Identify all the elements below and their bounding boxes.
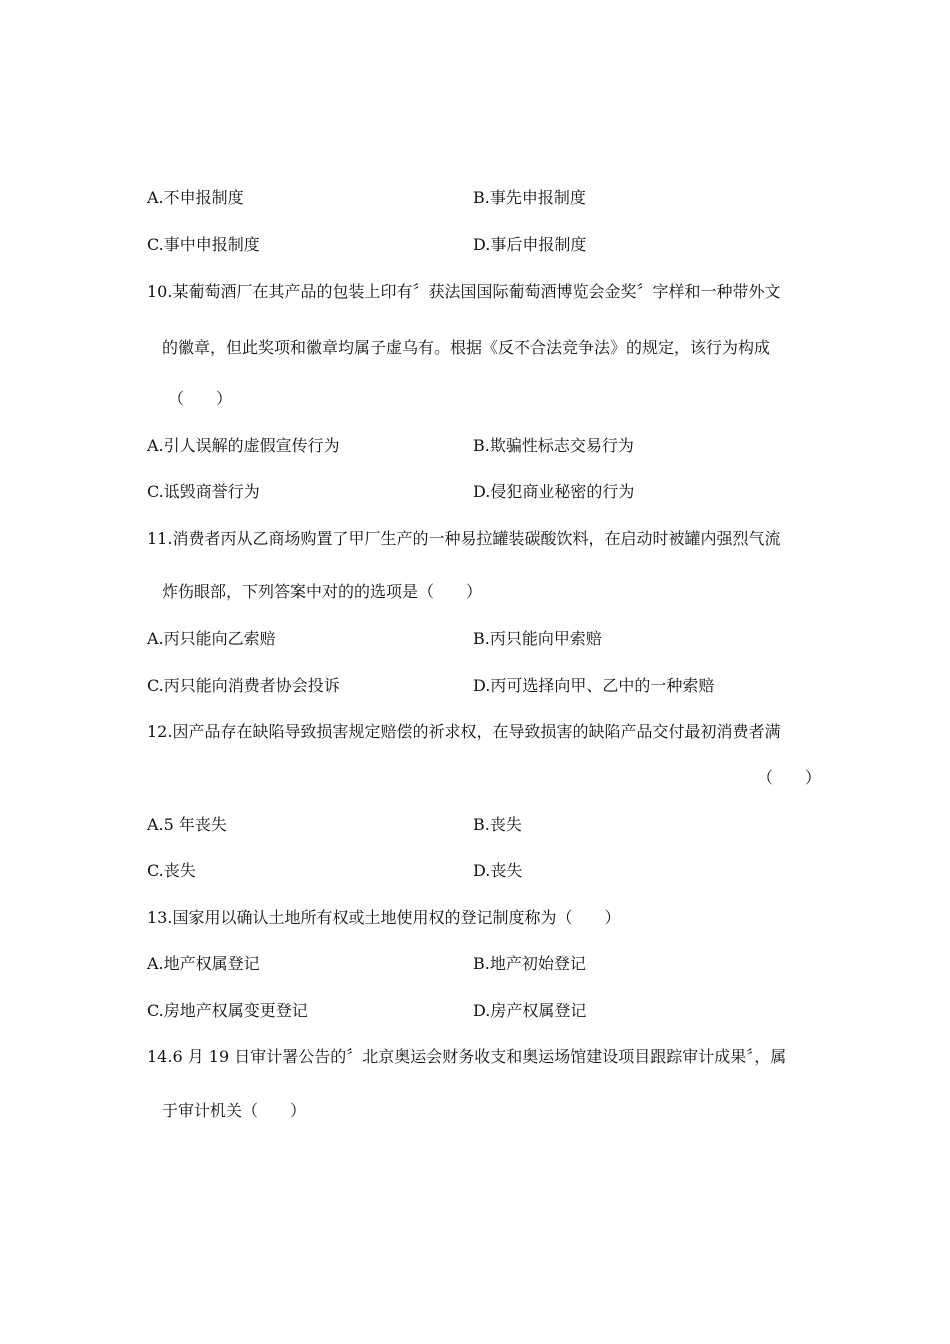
q10-stem-line2: 的徽章，但此奖项和徽章均属子虚乌有。根据《反不合法竞争法》的规定，该行为构成 (162, 338, 771, 357)
q9-option-a: A.不申报制度 (147, 188, 244, 207)
q14-stem-line2: 于审计机关（ ） (162, 1101, 307, 1120)
q12-option-a: A.5 年丧失 (147, 815, 227, 834)
q11-stem-line2: 炸伤眼部，下列答案中对的的选项是（ ） (162, 582, 483, 601)
q13-option-c: C.房地产权属变更登记 (147, 1001, 308, 1020)
q9-option-b: B.事先申报制度 (473, 188, 586, 207)
q12-answer-blank: （ ） (757, 768, 822, 787)
q14-stem-line1: 14.6 月 19 日审计署公告的〞北京奥运会财务收支和奥运场馆建设项目跟踪审计成果〞，属 (147, 1047, 787, 1066)
q11-option-d: D.丙可选择向甲、乙中的一种索赔 (473, 676, 715, 695)
q10-answer-blank: （ ） (168, 389, 233, 408)
q13-option-b: B.地产初始登记 (473, 954, 586, 973)
q13-option-a: A.地产权属登记 (147, 954, 260, 973)
q10-stem-line1: 10.某葡萄酒厂在其产品的包装上印有〞获法国国际葡萄酒博览会金奖〞字样和一种带外文 (147, 282, 781, 301)
q11-option-c: C.丙只能向消费者协会投诉 (147, 676, 340, 695)
q10-option-c: C.诋毁商誉行为 (147, 482, 260, 501)
q12-option-c: C.丧失 (147, 861, 196, 880)
q11-option-b: B.丙只能向甲索赔 (473, 629, 602, 648)
q10-option-d: D.侵犯商业秘密的行为 (473, 482, 635, 501)
q12-stem-line1: 12.因产品存在缺陷导致损害规定赔偿的祈求权，在导致损害的缺陷产品交付最初消费者满 (147, 722, 781, 741)
q13-option-d: D.房产权属登记 (473, 1001, 587, 1020)
q11-option-a: A.丙只能向乙索赔 (147, 629, 276, 648)
q10-option-a: A.引人误解的虚假宣传行为 (147, 436, 340, 455)
q13-stem-line1: 13.国家用以确认土地所有权或土地使用权的登记制度称为（ ） (147, 908, 621, 927)
q12-option-b: B.丧失 (473, 815, 522, 834)
q11-stem-line1: 11.消费者丙从乙商场购置了甲厂生产的一种易拉罐装碳酸饮料，在启动时被罐内强烈气流 (147, 529, 781, 548)
q10-option-b: B.欺骗性标志交易行为 (473, 436, 634, 455)
q12-option-d: D.丧失 (473, 861, 523, 880)
q9-option-d: D.事后申报制度 (473, 235, 587, 254)
q9-option-c: C.事中申报制度 (147, 235, 260, 254)
